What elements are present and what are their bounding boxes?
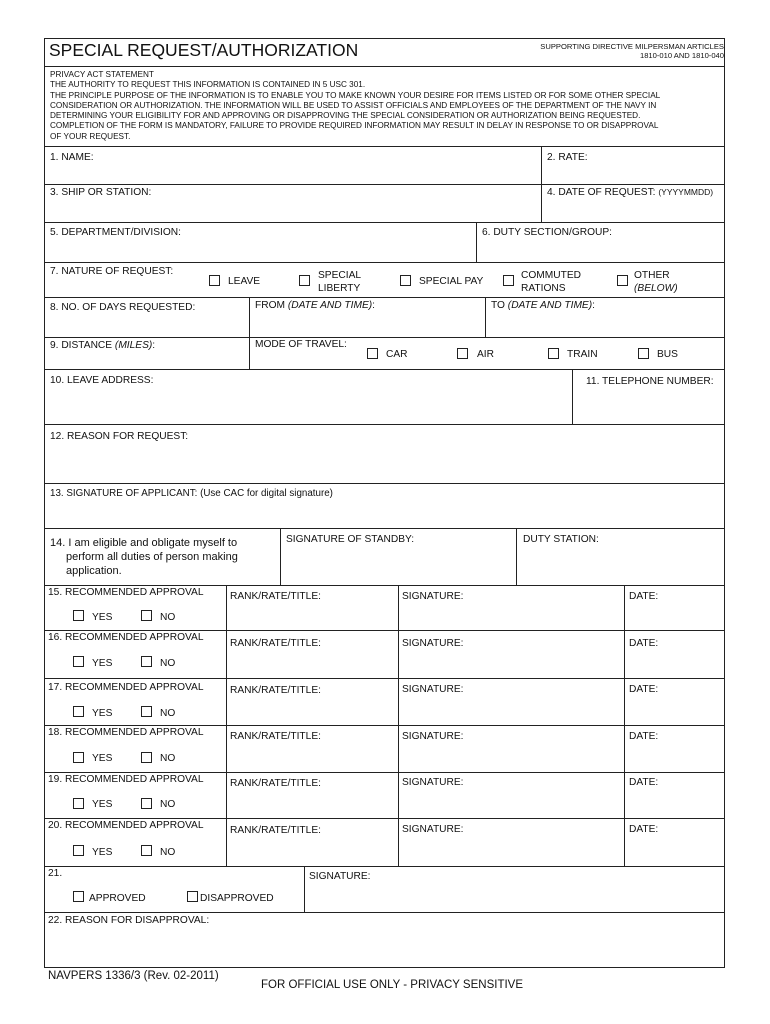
- signature-of-standby-field[interactable]: SIGNATURE OF STANDBY:: [286, 534, 415, 545]
- distance-field[interactable]: 9. DISTANCE (MILES):: [50, 340, 156, 351]
- yes-label: YES: [92, 847, 113, 858]
- car-label: CAR: [386, 349, 408, 360]
- reason-for-disapproval-field[interactable]: 22. REASON FOR DISAPPROVAL:: [48, 915, 210, 926]
- eligibility-statement: 14. I am eligible and obligate myself to: [50, 537, 238, 549]
- form-identifier: NAVPERS 1336/3 (Rev. 02-2011): [48, 970, 219, 982]
- yes-label: YES: [92, 753, 113, 764]
- privacy-line: OF YOUR REQUEST.: [50, 131, 131, 141]
- rank-rate-title-field[interactable]: RANK/RATE/TITLE:: [230, 591, 321, 602]
- other-checkbox[interactable]: [617, 275, 628, 286]
- from-date-field[interactable]: FROM (DATE AND TIME):: [255, 300, 375, 311]
- yes-checkbox[interactable]: [73, 845, 84, 856]
- no-checkbox[interactable]: [141, 845, 152, 856]
- bus-checkbox[interactable]: [638, 348, 649, 359]
- approval-label: 16. RECOMMENDED APPROVAL: [48, 632, 204, 643]
- to-date-field[interactable]: TO (DATE AND TIME):: [491, 300, 595, 311]
- mode-of-travel-label: MODE OF TRAVEL:: [255, 339, 347, 350]
- commuted-rations-checkbox[interactable]: [503, 275, 514, 286]
- signature-field[interactable]: SIGNATURE:: [402, 638, 464, 649]
- yes-label: YES: [92, 708, 113, 719]
- reason-for-request-field[interactable]: 12. REASON FOR REQUEST:: [50, 431, 189, 442]
- approval-label: 19. RECOMMENDED APPROVAL: [48, 774, 204, 785]
- air-label: AIR: [477, 349, 494, 360]
- privacy-line: COMPLETION OF THE FORM IS MANDATORY, FAILURE TO PROVIDE REQUIRED INFORMATION MAY RESULT IN DELAY IN RESPONSE TO OR DISAPPROVAL: [50, 121, 659, 131]
- no-checkbox[interactable]: [141, 656, 152, 667]
- approval-label: 17. RECOMMENDED APPROVAL: [48, 682, 204, 693]
- signature-field[interactable]: SIGNATURE:: [402, 684, 464, 695]
- commuted-rations-label: COMMUTED: [521, 270, 581, 281]
- leave-checkbox[interactable]: [209, 275, 220, 286]
- approval-label: 18. RECOMMENDED APPROVAL: [48, 727, 204, 738]
- no-checkbox[interactable]: [141, 610, 152, 621]
- car-checkbox[interactable]: [367, 348, 378, 359]
- approval-label: 20. RECOMMENDED APPROVAL: [48, 820, 204, 831]
- duty-section-field[interactable]: 6. DUTY SECTION/GROUP:: [482, 227, 613, 238]
- train-checkbox[interactable]: [548, 348, 559, 359]
- yes-checkbox[interactable]: [73, 752, 84, 763]
- signature-field[interactable]: SIGNATURE:: [402, 824, 464, 835]
- privacy-line: THE AUTHORITY TO REQUEST THIS INFORMATION IS CONTAINED IN 5 USC 301.: [50, 80, 366, 90]
- special-liberty-label: SPECIAL: [318, 270, 362, 281]
- eligibility-statement-3: application.: [66, 565, 122, 577]
- form-title: SPECIAL REQUEST/AUTHORIZATION: [49, 40, 359, 60]
- leave-label: LEAVE: [228, 276, 261, 287]
- yes-checkbox[interactable]: [73, 706, 84, 717]
- days-requested-field[interactable]: 8. NO. OF DAYS REQUESTED:: [50, 302, 196, 313]
- special-liberty-label-2: LIBERTY: [318, 283, 361, 294]
- date-field[interactable]: DATE:: [629, 591, 659, 602]
- approval-label: 15. RECOMMENDED APPROVAL: [48, 587, 204, 598]
- privacy-line: THE PRINCIPLE PURPOSE OF THE INFORMATION IS TO ENABLE YOU TO MAKE KNOWN YOUR DESIRE FOR ITEMS LISTED OR FOR SOME OTHER SPECIAL: [50, 90, 661, 100]
- no-label: NO: [160, 612, 176, 623]
- rank-rate-title-field[interactable]: RANK/RATE/TITLE:: [230, 685, 321, 696]
- disapproved-checkbox[interactable]: [187, 891, 198, 902]
- privacy-line: CONSIDERATION OR AUTHORIZATION. THE INFORMATION WILL BE USED TO ASSIST OFFICIALS AND EMPLOYEES OF THE DEPARTMENT OF THE NAVY IN: [50, 100, 657, 110]
- bus-label: BUS: [657, 349, 678, 360]
- yes-checkbox[interactable]: [73, 798, 84, 809]
- final-signature-field[interactable]: SIGNATURE:: [309, 871, 371, 882]
- signature-field[interactable]: SIGNATURE:: [402, 777, 464, 788]
- date-field[interactable]: DATE:: [629, 684, 659, 695]
- eligibility-statement-2: perform all duties of person making: [66, 551, 238, 563]
- privacy-line: DETERMINING YOUR ELIGIBILITY FOR AND APPROVING OR DISAPPROVING THE SPECIAL CONSIDERATION OR AUTHORIZATION BEING REQUESTED.: [50, 111, 641, 121]
- duty-station-field[interactable]: DUTY STATION:: [523, 534, 599, 545]
- signature-of-applicant-field[interactable]: 13. SIGNATURE OF APPLICANT: (Use CAC for digital signature): [50, 488, 333, 499]
- special-liberty-checkbox[interactable]: [299, 275, 310, 286]
- directive-line-1: SUPPORTING DIRECTIVE MILPERSMAN ARTICLES: [540, 42, 724, 51]
- special-pay-label: SPECIAL PAY: [419, 276, 484, 287]
- yes-label: YES: [92, 612, 113, 623]
- yes-label: YES: [92, 658, 113, 669]
- no-label: NO: [160, 799, 176, 810]
- train-label: TRAIN: [567, 349, 598, 360]
- telephone-field[interactable]: 11. TELEPHONE NUMBER:: [586, 376, 714, 387]
- yes-label: YES: [92, 799, 113, 810]
- approved-checkbox[interactable]: [73, 891, 84, 902]
- name-field[interactable]: 1. NAME:: [50, 152, 94, 163]
- no-label: NO: [160, 847, 176, 858]
- yes-checkbox[interactable]: [73, 610, 84, 621]
- no-label: NO: [160, 658, 176, 669]
- privacy-line: PRIVACY ACT STATEMENT: [50, 70, 154, 79]
- rank-rate-title-field[interactable]: RANK/RATE/TITLE:: [230, 638, 321, 649]
- special-pay-checkbox[interactable]: [400, 275, 411, 286]
- date-of-request-field[interactable]: 4. DATE OF REQUEST: (YYYYMMDD): [547, 187, 714, 198]
- date-field[interactable]: DATE:: [629, 777, 659, 788]
- signature-field[interactable]: SIGNATURE:: [402, 731, 464, 742]
- rank-rate-title-field[interactable]: RANK/RATE/TITLE:: [230, 731, 321, 742]
- other-label: OTHER: [634, 270, 670, 281]
- approved-label: APPROVED: [89, 893, 146, 904]
- privacy-act-statement: [50, 70, 718, 142]
- rate-field[interactable]: 2. RATE:: [547, 152, 588, 163]
- no-checkbox[interactable]: [141, 706, 152, 717]
- privacy-notice: FOR OFFICIAL USE ONLY - PRIVACY SENSITIVE: [261, 979, 524, 991]
- nature-of-request-label: 7. NATURE OF REQUEST:: [50, 266, 174, 277]
- rank-rate-title-field[interactable]: RANK/RATE/TITLE:: [230, 825, 321, 836]
- no-label: NO: [160, 753, 176, 764]
- air-checkbox[interactable]: [457, 348, 468, 359]
- other-below-label: (BELOW): [634, 283, 678, 294]
- ship-station-field[interactable]: 3. SHIP OR STATION:: [50, 187, 152, 198]
- no-label: NO: [160, 708, 176, 719]
- commuted-rations-label-2: RATIONS: [521, 283, 566, 294]
- date-field[interactable]: DATE:: [629, 824, 659, 835]
- directive-line-2: 1810-010 AND 1810-040: [639, 51, 724, 60]
- no-checkbox[interactable]: [141, 798, 152, 809]
- date-field[interactable]: DATE:: [629, 638, 659, 649]
- date-field[interactable]: DATE:: [629, 731, 659, 742]
- leave-address-field[interactable]: 10. LEAVE ADDRESS:: [50, 375, 154, 386]
- rank-rate-title-field[interactable]: RANK/RATE/TITLE:: [230, 778, 321, 789]
- yes-checkbox[interactable]: [73, 656, 84, 667]
- no-checkbox[interactable]: [141, 752, 152, 763]
- disapproved-label: DISAPPROVED: [200, 893, 274, 904]
- department-field[interactable]: 5. DEPARTMENT/DIVISION:: [50, 227, 181, 238]
- final-action-number: 21.: [48, 868, 63, 879]
- signature-field[interactable]: SIGNATURE:: [402, 591, 464, 602]
